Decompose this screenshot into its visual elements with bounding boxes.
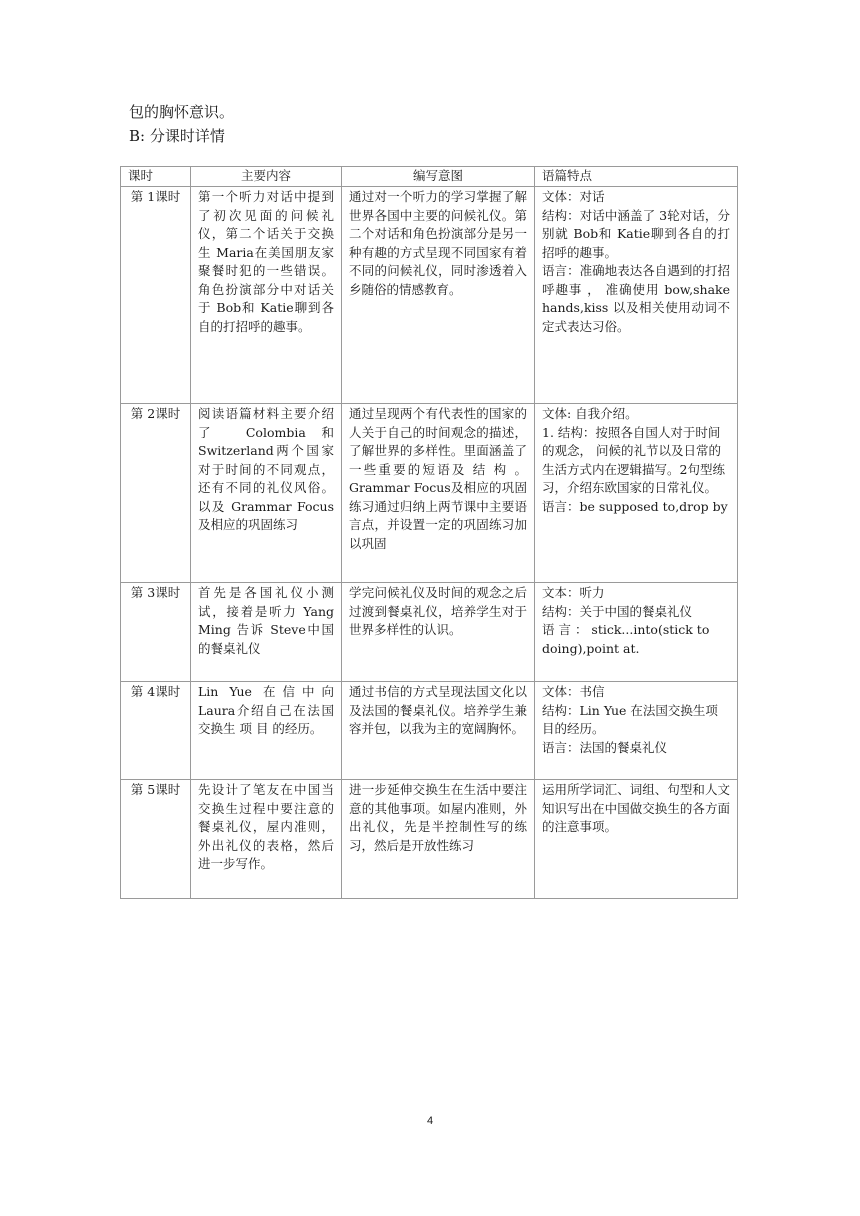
features-cell — [535, 682, 738, 780]
table-row — [121, 404, 738, 583]
features-cell — [535, 780, 738, 899]
section-heading: B: 分课时详情 — [129, 127, 225, 145]
intent-cell: 通过对一个听力的学习掌握了解世界各国中主要的问候礼仪。第二个对话和角色扮演部分是另一种有趣的方式呈现不同国家有着不同的问候礼仪，同时渗透着入乡随俗的情感教育。 — [342, 187, 535, 404]
content-cell: 第一个听力对话中提到了初次见面的问候礼仪，第二个话关于交换生 Maria在美国朋友家聚餐时犯的一些错误。角色扮演部分中对话关于 Bob和 Katie聊到各自的打招呼的趣事。 — [191, 187, 342, 404]
period-cell: 第 2课时 — [121, 404, 191, 583]
content-cell: 首先是各国礼仪小测试，接着是听力 Yang Ming 告诉 Steve中国的餐桌礼仪 — [191, 583, 342, 682]
intent-cell: 学完问候礼仪及时间的观念之后过渡到餐桌礼仪，培养学生对于世界多样性的认识。 — [342, 583, 535, 682]
feature-line: 语言：be supposed to,drop by — [542, 498, 728, 514]
feature-line: 结构：对话中涵盖了 3轮对话，分别就 Bob和 Katie聊到各自的打招呼的趣事。 — [542, 207, 730, 260]
content-cell: 阅读语篇材料主要介绍了 Colombia和 Switzerland两个国家对于时间的不同观点，还有不同的礼仪风俗。以及 Grammar Focus及相应的巩固练习 — [191, 404, 342, 583]
table-header-row — [121, 167, 738, 187]
intent-cell: 通过书信的方式呈现法国文化以及法国的餐桌礼仪。培养学生兼容并包，以我为主的宽阔胸怀。 — [342, 682, 535, 780]
period-cell: 第 5课时 — [121, 780, 191, 899]
features-cell — [535, 404, 738, 583]
feature-line: 1. 结构：按照各自国人对于时间的观念， 问候的礼节以及日常的生活方式内在逻辑描写。2句型练习，介绍东欧国家的日常礼仪。 — [542, 424, 725, 495]
features-cell — [535, 583, 738, 682]
feature-line: 语言：法国的餐桌礼仪 — [542, 739, 668, 755]
page-number: 4 — [426, 1115, 434, 1127]
table-row — [121, 583, 738, 682]
intro-text — [129, 100, 234, 148]
feature-line: 文体：书信 — [542, 684, 605, 699]
intent-cell: 通过呈现两个有代表性的国家的人关于自己的时间观念的描述，了解世界的多样性。里面涵盖了一些重要的短语及 结 构 。 Grammar Focus及相应的巩固练习通过归纳上两节课中主要语言点，并设置一定的巩固练习加以巩固 — [342, 404, 535, 583]
feature-line: 文本：听力 — [542, 585, 605, 600]
feature-line: 结构：Lin Yue 在法国交换生项目的经历。 — [542, 702, 718, 736]
header-content: 主要内容 — [191, 167, 342, 187]
period-cell: 第 1课时 — [121, 187, 191, 404]
period-cell: 第 4课时 — [121, 682, 191, 780]
table-row — [121, 187, 738, 404]
header-period: 课时 — [121, 167, 191, 187]
features-cell — [535, 187, 738, 404]
header-features: 语篇特点 — [535, 167, 738, 187]
table-row — [121, 682, 738, 780]
lesson-plan-table — [120, 166, 738, 899]
feature-line: 语 言 ： stick...into(stick to doing),point at. — [542, 622, 710, 656]
header-intent: 编写意图 — [342, 167, 535, 187]
period-cell: 第 3课时 — [121, 583, 191, 682]
intro-line: 包的胸怀意识。 — [129, 103, 235, 121]
table-row — [121, 780, 738, 899]
feature-line: 文体：对话 — [542, 189, 605, 204]
feature-line: 文体: 自我介绍。 — [542, 406, 638, 421]
feature-line: 运用所学词汇、词组、句型和人文知识写出在中国做交换生的各方面的注意事项。 — [542, 782, 730, 834]
feature-line: 语言：准确地表达各自遇到的打招呼趣事 ， 准确使用 bow,shake hands,kiss 以及相关使用动词不定式表达习俗。 — [542, 263, 730, 334]
content-cell: Lin Yue 在信中向 Laura介绍自己在法国 交换生 项 目 的经历。 — [191, 682, 342, 780]
feature-line: 结构：关于中国的餐桌礼仪 — [542, 603, 693, 619]
content-cell: 先设计了笔友在中国当交换生过程中要注意的餐桌礼仪，屋内准则，外出礼仪的表格，然后进一步写作。 — [191, 780, 342, 899]
intent-cell: 进一步延伸交换生在生活中要注意的其他事项。如屋内准则，外出礼仪，先是半控制性写的练习，然后是开放性练习 — [342, 780, 535, 899]
